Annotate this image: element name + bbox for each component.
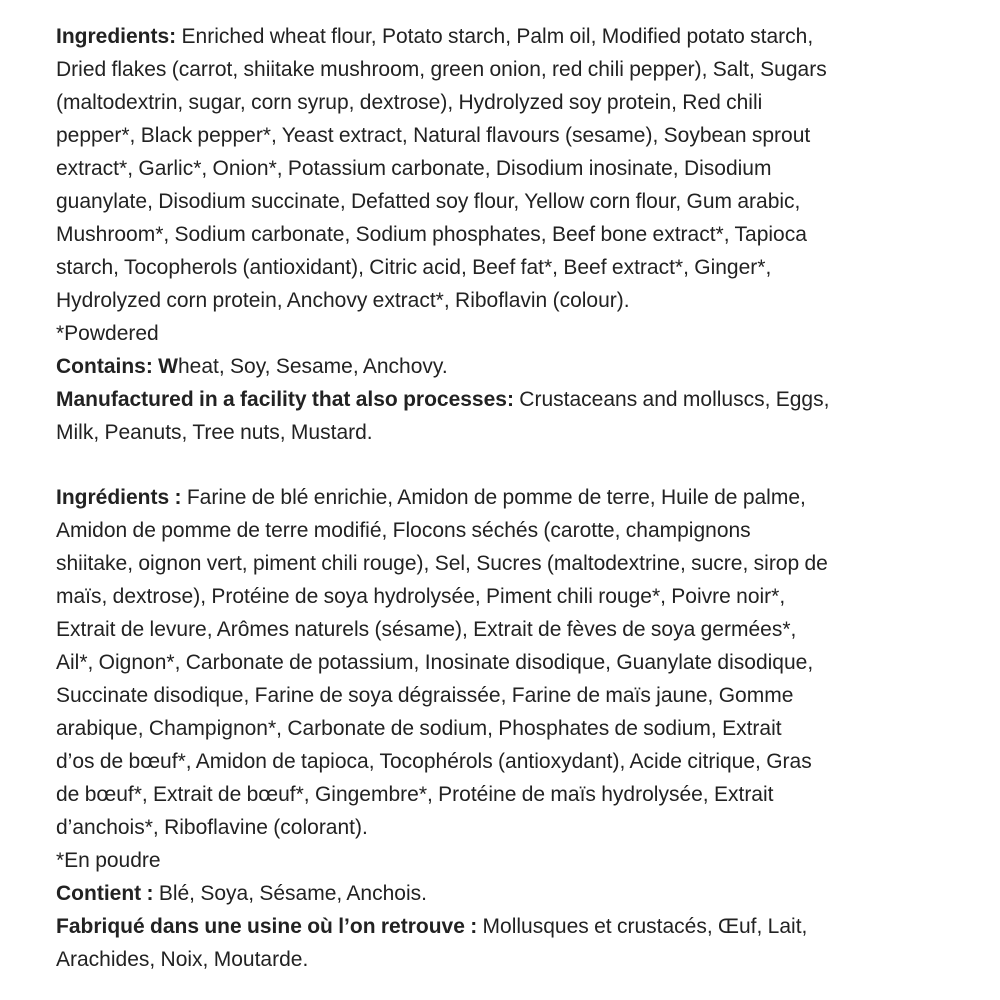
english-facility-label: Manufactured in a facility that also processes:: [56, 388, 514, 411]
section-spacer: [56, 449, 956, 481]
french-contains: Contient : Blé, Soya, Sésame, Anchois.: [56, 882, 427, 905]
french-ingredients-line-1: Ingrédients : Farine de blé enrichie, Amidon de pomme de terre, Huile de palme,: [56, 486, 806, 509]
french-section: [56, 481, 956, 976]
ingredient-label-document: [56, 20, 956, 976]
english-ingredients-line-5: extract*, Garlic*, Onion*, Potassium carbonate, Disodium inosinate, Disodium: [56, 157, 772, 180]
french-facility-label: Fabriqué dans une usine où l’on retrouve :: [56, 915, 478, 938]
english-ingredients-line-1: Ingredients: Enriched wheat flour, Potato starch, Palm oil, Modified potato starch,: [56, 25, 814, 48]
french-facility-line-2: Arachides, Noix, Moutarde.: [56, 948, 309, 971]
english-section: [56, 20, 956, 449]
french-ingredients-line-6: Ail*, Oignon*, Carbonate de potassium, Inosinate disodique, Guanylate disodique,: [56, 651, 814, 674]
french-ingredients-line-3: shiitake, oignon vert, piment chili rouge), Sel, Sucres (maltodextrine, sucre, sirop de: [56, 552, 828, 575]
french-ingredients-line-11: d’anchois*, Riboflavine (colorant).: [56, 816, 368, 839]
english-contains: Contains: Wheat, Soy, Sesame, Anchovy.: [56, 355, 448, 378]
english-ingredients-line-4: pepper*, Black pepper*, Yeast extract, Natural flavours (sesame), Soybean sprout: [56, 124, 811, 147]
french-facility-line-1: Fabriqué dans une usine où l’on retrouve : Mollusques et crustacés, Œuf, Lait,: [56, 915, 808, 938]
french-ingredients-line-9: d’os de bœuf*, Amidon de tapioca, Tocophérols (antioxydant), Acide citrique, Gras: [56, 750, 812, 773]
english-ingredients-line-8: starch, Tocopherols (antioxidant), Citric acid, Beef fat*, Beef extract*, Ginger*,: [56, 256, 772, 279]
english-ingredients-line-7: Mushroom*, Sodium carbonate, Sodium phosphates, Beef bone extract*, Tapioca: [56, 223, 807, 246]
english-footnote: *Powdered: [56, 322, 159, 345]
french-footnote: *En poudre: [56, 849, 161, 872]
english-facility-line-1: Manufactured in a facility that also processes: Crustaceans and molluscs, Eggs,: [56, 388, 830, 411]
french-ingredients-line-7: Succinate disodique, Farine de soya dégraissée, Farine de maïs jaune, Gomme: [56, 684, 794, 707]
french-ingredients-line-5: Extrait de levure, Arômes naturels (sésame), Extrait de fèves de soya germées*,: [56, 618, 797, 641]
english-contains-label: Contains: W: [56, 355, 178, 378]
french-contains-label: Contient :: [56, 882, 154, 905]
english-ingredients-line-9: Hydrolyzed corn protein, Anchovy extract*, Riboflavin (colour).: [56, 289, 630, 312]
french-ingredients-line-2: Amidon de pomme de terre modifié, Flocons séchés (carotte, champignons: [56, 519, 751, 542]
english-facility-line-2: Milk, Peanuts, Tree nuts, Mustard.: [56, 421, 373, 444]
french-ingredients-line-10: de bœuf*, Extrait de bœuf*, Gingembre*, Protéine de maïs hydrolysée, Extrait: [56, 783, 774, 806]
french-ingredients-line-4: maïs, dextrose), Protéine de soya hydrolysée, Piment chili rouge*, Poivre noir*,: [56, 585, 786, 608]
english-ingredients-line-6: guanylate, Disodium succinate, Defatted soy flour, Yellow corn flour, Gum arabic,: [56, 190, 801, 213]
french-ingredients-line-8: arabique, Champignon*, Carbonate de sodium, Phosphates de sodium, Extrait: [56, 717, 782, 740]
english-ingredients-line-3: (maltodextrin, sugar, corn syrup, dextrose), Hydrolyzed soy protein, Red chili: [56, 91, 763, 114]
english-ingredients-line-2: Dried flakes (carrot, shiitake mushroom, green onion, red chili pepper), Salt, Sugars: [56, 58, 827, 81]
english-ingredients-label: Ingredients:: [56, 25, 177, 48]
french-ingredients-label: Ingrédients :: [56, 486, 182, 509]
